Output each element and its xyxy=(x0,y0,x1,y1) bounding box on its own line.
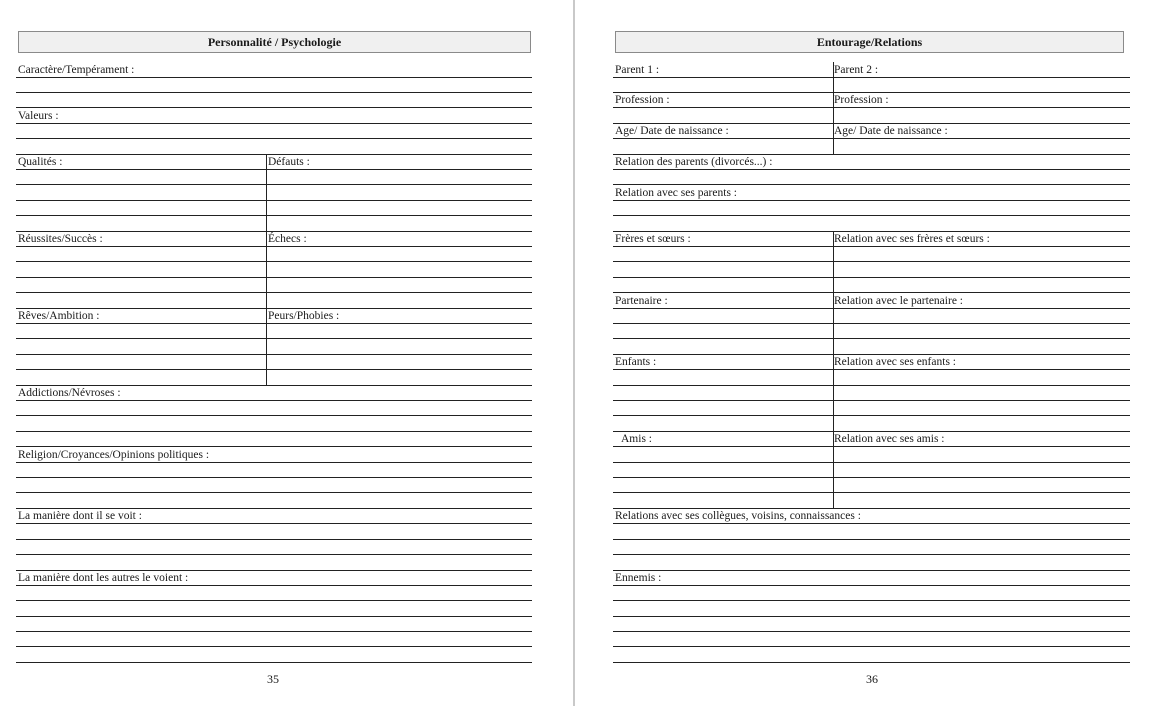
label-valeurs: Valeurs : xyxy=(18,110,59,122)
form-rule-line xyxy=(16,169,532,170)
form-rule-line xyxy=(16,231,532,232)
form-rule-line xyxy=(613,415,1130,416)
form-rule-line xyxy=(613,446,1130,447)
label-maniere-autres: La manière dont les autres le voient : xyxy=(18,572,189,584)
label-age1: Age/ Date de naissance : xyxy=(615,125,729,137)
form-rule-line xyxy=(613,539,1130,540)
page-title: Entourage/Relations xyxy=(615,31,1124,53)
form-rule-line xyxy=(613,154,1130,155)
form-rule-line xyxy=(613,354,1130,355)
form-rule-line xyxy=(16,261,532,262)
form-rule-line xyxy=(613,308,1130,309)
form-rule-line xyxy=(613,554,1130,555)
label-caractere: Caractère/Tempérament : xyxy=(18,64,135,76)
label-profession1: Profession : xyxy=(615,94,670,106)
form-rule-line xyxy=(613,508,1130,509)
form-rule-line xyxy=(613,323,1130,324)
label-amis: Amis : xyxy=(621,433,652,445)
form-rule-line xyxy=(16,92,532,93)
column-divider-line xyxy=(833,231,834,508)
form-rule-line xyxy=(16,415,532,416)
form-rule-line xyxy=(16,431,532,432)
form-rule-line xyxy=(613,138,1130,139)
form-rule-line xyxy=(613,169,1130,170)
label-ennemis: Ennemis : xyxy=(615,572,662,584)
form-rule-line xyxy=(613,184,1130,185)
form-rule-line xyxy=(613,616,1130,617)
form-rule-line xyxy=(16,616,532,617)
label-collegues: Relations avec ses collègues, voisins, connaissances : xyxy=(615,510,861,522)
label-freres: Frères et sœurs : xyxy=(615,233,691,245)
form-rule-line xyxy=(16,77,532,78)
label-enfants: Enfants : xyxy=(615,356,657,368)
form-rule-line xyxy=(16,107,532,108)
form-rule-line xyxy=(613,246,1130,247)
form-rule-line xyxy=(16,123,532,124)
label-relation-freres: Relation avec ses frères et sœurs : xyxy=(834,233,990,245)
label-relation-partenaire: Relation avec le partenaire : xyxy=(834,295,963,307)
form-rule-line xyxy=(16,200,532,201)
form-rule-line xyxy=(16,631,532,632)
form-rule-line xyxy=(613,200,1130,201)
form-rule-line xyxy=(16,277,532,278)
form-rule-line xyxy=(16,385,532,386)
form-rule-line xyxy=(16,462,532,463)
form-rule-line xyxy=(613,570,1130,571)
form-rule-line xyxy=(16,246,532,247)
form-rule-line xyxy=(16,400,532,401)
form-rule-line xyxy=(16,354,532,355)
page-number: 35 xyxy=(267,672,279,686)
form-rule-line xyxy=(613,123,1130,124)
form-rule-line xyxy=(16,662,532,663)
form-rule-line xyxy=(613,261,1130,262)
form-rule-line xyxy=(613,662,1130,663)
page-right xyxy=(576,0,1166,706)
form-rule-line xyxy=(613,292,1130,293)
label-religion: Religion/Croyances/Opinions politiques : xyxy=(18,449,210,461)
label-parent2: Parent 2 : xyxy=(834,64,879,76)
form-rule-line xyxy=(16,477,532,478)
form-rule-line xyxy=(16,492,532,493)
form-rule-line xyxy=(16,308,532,309)
form-rule-line xyxy=(613,385,1130,386)
form-rule-line xyxy=(16,508,532,509)
label-addictions: Addictions/Névroses : xyxy=(18,387,121,399)
form-rule-line xyxy=(16,138,532,139)
form-rule-line xyxy=(613,523,1130,524)
form-rule-line xyxy=(16,523,532,524)
label-peurs: Peurs/Phobies : xyxy=(268,310,340,322)
form-rule-line xyxy=(613,631,1130,632)
label-qualites: Qualités : xyxy=(18,156,63,168)
form-rule-line xyxy=(613,646,1130,647)
page-left xyxy=(0,0,573,706)
form-rule-line xyxy=(613,92,1130,93)
page-title: Personnalité / Psychologie xyxy=(18,31,531,53)
form-rule-line xyxy=(16,323,532,324)
form-rule-line xyxy=(613,492,1130,493)
form-rule-line xyxy=(613,277,1130,278)
label-maniere-voit: La manière dont il se voit : xyxy=(18,510,142,522)
form-rule-line xyxy=(613,400,1130,401)
form-rule-line xyxy=(613,77,1130,78)
label-relation-parents: Relation avec ses parents : xyxy=(615,187,737,199)
label-parent1: Parent 1 : xyxy=(615,64,660,76)
label-age2: Age/ Date de naissance : xyxy=(834,125,948,137)
form-rule-line xyxy=(16,585,532,586)
column-divider-line xyxy=(833,62,834,154)
form-rule-line xyxy=(613,462,1130,463)
label-relation-enfants: Relation avec ses enfants : xyxy=(834,356,956,368)
form-rule-line xyxy=(613,600,1130,601)
column-divider-line xyxy=(266,154,267,385)
page-number: 36 xyxy=(866,672,878,686)
form-rule-line xyxy=(16,539,532,540)
form-rule-line xyxy=(613,431,1130,432)
form-rule-line xyxy=(16,369,532,370)
label-echecs: Échecs : xyxy=(268,233,307,245)
label-relation-parents-divorces: Relation des parents (divorcés...) : xyxy=(615,156,773,168)
form-rule-line xyxy=(16,570,532,571)
form-rule-line xyxy=(613,477,1130,478)
form-rule-line xyxy=(613,215,1130,216)
form-rule-line xyxy=(613,369,1130,370)
form-rule-line xyxy=(16,292,532,293)
form-rule-line xyxy=(16,554,532,555)
form-rule-line xyxy=(613,338,1130,339)
form-rule-line xyxy=(16,446,532,447)
form-rule-line xyxy=(613,231,1130,232)
label-reves: Rêves/Ambition : xyxy=(18,310,100,322)
form-rule-line xyxy=(613,585,1130,586)
form-rule-line xyxy=(16,646,532,647)
form-rule-line xyxy=(16,184,532,185)
label-profession2: Profession : xyxy=(834,94,889,106)
label-reussites: Réussites/Succès : xyxy=(18,233,103,245)
form-rule-line xyxy=(16,338,532,339)
label-relation-amis: Relation avec ses amis : xyxy=(834,433,945,445)
form-rule-line xyxy=(16,600,532,601)
page-divider xyxy=(573,0,575,706)
label-partenaire: Partenaire : xyxy=(615,295,668,307)
form-rule-line xyxy=(613,107,1130,108)
form-rule-line xyxy=(16,215,532,216)
label-defauts: Défauts : xyxy=(268,156,310,168)
form-rule-line xyxy=(16,154,532,155)
